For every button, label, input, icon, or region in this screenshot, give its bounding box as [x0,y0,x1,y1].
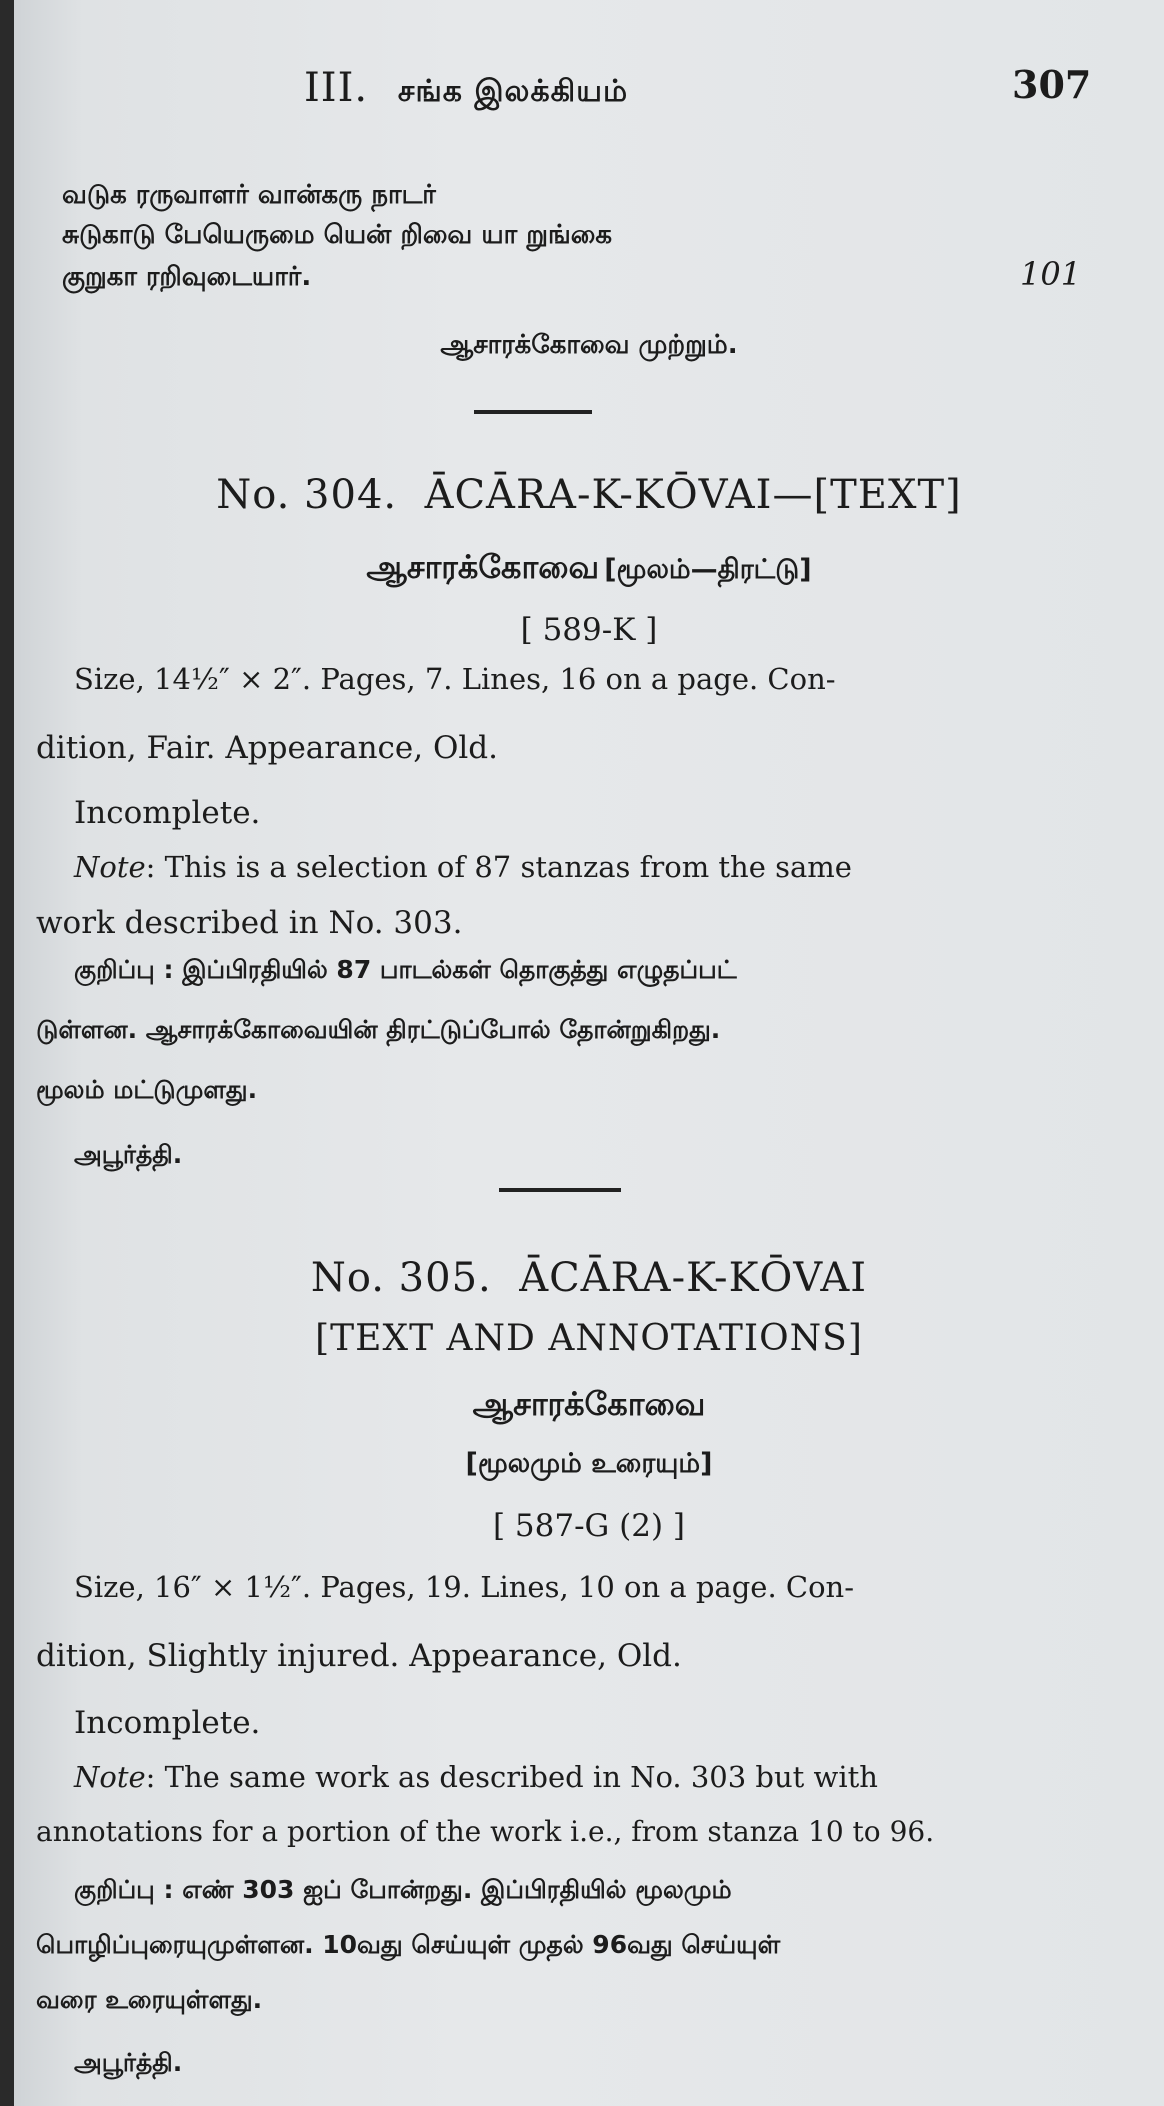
entry-304-title: ĀCĀRA-K-KŌVAI—[TEXT] [424,472,962,518]
verse-line-2: சுடுகாடு பேயெருமை யென் றிவை யா றுங்கை [62,220,613,250]
entry-304-heading [14,472,1164,518]
entry-304-note-line-2: work described in No. 303. [36,905,463,941]
catalogue-page [14,0,1164,2106]
entry-304-status: Incomplete. [74,795,261,831]
stanza-number: 101 [1020,255,1082,293]
section-divider [499,1188,621,1192]
entry-305-tamil-note-3: வரை உரையுள்ளது. [36,1985,263,2014]
section-number: III. [304,65,369,111]
entry-304-code: [ 589-K ] [520,612,658,648]
entry-304-closing: அபூர்த்தி. [74,1140,183,1169]
entry-305-tamil-note-2: பொழிப்புரையுமுள்ளன. 10வது செய்யுள் முதல் 96வது செய்யுள் [36,1930,781,1959]
entry-305-closing: அபூர்த்தி. [74,2048,183,2077]
entry-305-tamil-title: ஆசாரக்கோவை [472,1385,706,1423]
entry-305-number: No. 305. [310,1255,492,1301]
running-header [304,65,628,113]
entry-305-tamil-note-1: குறிப்பு : எண் 303 ஐப் போன்றது. இப்பிரதியில் மூலமும் [74,1875,732,1904]
entry-304-note-text: : This is a selection of 87 stanzas from the same [145,850,852,884]
entry-305-note [74,1760,878,1794]
entry-305-note-line-2: annotations for a portion of the work i.e., from stanza 10 to 96. [36,1815,935,1848]
entry-305-title: ĀCĀRA-K-KŌVAI [519,1255,868,1301]
entry-304-tamil-subtitle: [மூலம்—திரட்டு] [604,554,812,585]
entry-304-tamil-title: ஆசாரக்கோவை [366,548,600,586]
section-divider [474,410,592,414]
entry-305-subtitle: [TEXT AND ANNOTATIONS] [315,1318,863,1359]
entry-305-code: [ 587-G (2) ] [492,1508,686,1544]
entry-305-size-line-1: Size, 16″ × 1½″. Pages, 19. Lines, 10 on a page. Con- [74,1570,855,1604]
entry-304-tamil-note-3: மூலம் மட்டுமுளது. [36,1075,258,1104]
entry-305-note-text: : The same work as described in No. 303 but with [145,1760,878,1794]
entry-305-heading [14,1255,1164,1301]
entry-304-note-label: Note [74,850,146,884]
verse-line-1: வடுக ரருவாளர் வான்கரு நாடர் [62,180,436,210]
entry-305-status: Incomplete. [74,1705,261,1741]
verse-line-3: குறுகா ரறிவுடையார். [62,262,312,292]
entry-304-note [74,850,852,884]
entry-304-size-line-1: Size, 14½″ × 2″. Pages, 7. Lines, 16 on a page. Con- [74,662,836,696]
colophon: ஆசாரக்கோவை முற்றும். [440,330,738,360]
entry-304-number: No. 304. [216,472,398,518]
page-number: 307 [1012,62,1092,107]
entry-305-tamil-subtitle: [மூலமும் உரையும்] [465,1448,713,1479]
entry-305-size-line-2: dition, Slightly injured. Appearance, Old. [36,1638,682,1674]
section-title-tamil: சங்க இலக்கியம் [397,74,629,109]
entry-305-note-label: Note [74,1760,146,1794]
entry-304-size-line-2: dition, Fair. Appearance, Old. [36,730,499,766]
entry-304-tamil-note-1: குறிப்பு : இப்பிரதியில் 87 பாடல்கள் தொகுத்து எழுதப்பட் [74,955,737,984]
entry-304-tamil-heading [14,548,1164,590]
entry-304-tamil-note-2: டுள்ளன. ஆசாரக்கோவையின் திரட்டுப்போல் தோன்றுகிறது. [36,1015,721,1044]
